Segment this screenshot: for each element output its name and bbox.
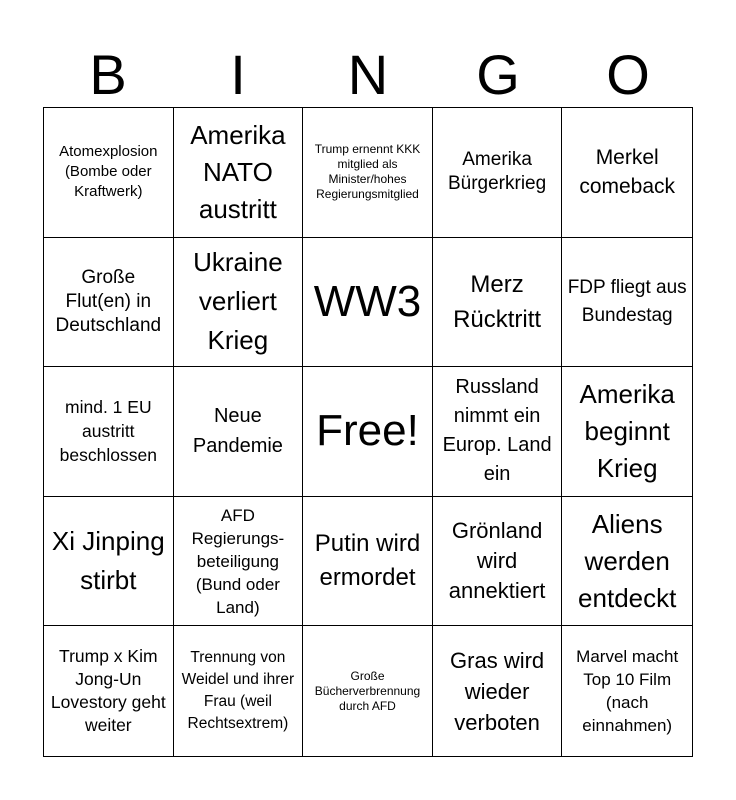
bingo-cell[interactable] — [433, 367, 563, 497]
header-letter-o: O — [606, 43, 650, 106]
bingo-cell-text: Merkel comeback — [579, 146, 676, 199]
bingo-cell-text: AFD Regierungs-beteiligung (Bund oder Land) — [191, 505, 285, 617]
bingo-cell[interactable] — [174, 367, 304, 497]
bingo-cell[interactable] — [433, 626, 563, 756]
bingo-cell[interactable] — [562, 108, 692, 238]
bingo-cell-text: mind. 1 EU austritt beschlossen — [59, 397, 157, 466]
bingo-card — [43, 107, 693, 757]
bingo-cell-text: Amerika NATO austritt — [190, 119, 286, 224]
bingo-cell[interactable] — [433, 497, 563, 627]
header-letter-i: I — [230, 43, 246, 106]
bingo-cell[interactable] — [44, 626, 174, 756]
bingo-cell[interactable] — [303, 367, 433, 497]
bingo-header — [43, 42, 693, 108]
bingo-cell[interactable] — [562, 367, 692, 497]
bingo-cell[interactable] — [44, 238, 174, 368]
header-letter-g: G — [476, 43, 520, 106]
bingo-cell[interactable] — [303, 497, 433, 627]
bingo-cell-text: Trump x Kim Jong-Un Lovestory geht weiter — [50, 646, 166, 736]
bingo-cell[interactable] — [174, 497, 304, 627]
header-letter-n: N — [347, 43, 389, 106]
bingo-cell-text: Neue Pandemie — [192, 405, 283, 458]
bingo-cell-text: Merz Rücktritt — [453, 270, 542, 333]
bingo-cell-text: Große Flut(en) in Deutschland — [55, 266, 162, 336]
bingo-cell-text: Russland nimmt ein Europ. Land ein — [442, 376, 552, 486]
bingo-cell[interactable] — [174, 108, 304, 238]
bingo-cell-text: Trump ernennt KKK mitglied als Minister/hohes Regierungsmitglied — [314, 142, 421, 202]
bingo-cell[interactable] — [562, 238, 692, 368]
bingo-cell-text: Grönland wird annektiert — [448, 518, 546, 604]
bingo-cell-text: Free! — [316, 406, 419, 456]
bingo-cell-text: Amerika beginnt Krieg — [579, 378, 675, 483]
bingo-cell-text: Große Bücherverbrennung durch AFD — [314, 668, 421, 713]
bingo-cell[interactable] — [562, 497, 692, 627]
bingo-cell-text: Aliens werden entdeckt — [578, 508, 677, 613]
header-letter-b: B — [89, 43, 127, 106]
bingo-cell[interactable] — [562, 626, 692, 756]
bingo-cell-text: Xi Jinping stirbt — [51, 526, 165, 596]
bingo-cell-text: Atomexplosion (Bombe oder Kraftwerk) — [59, 143, 158, 201]
bingo-cell-text: Ukraine verliert Krieg — [193, 247, 283, 356]
bingo-cell-text: FDP fliegt aus Bundestag — [567, 276, 687, 326]
bingo-cell-text: WW3 — [313, 276, 422, 326]
bingo-cell[interactable] — [174, 626, 304, 756]
bingo-cell[interactable] — [433, 238, 563, 368]
bingo-cell[interactable] — [44, 108, 174, 238]
bingo-cell[interactable] — [303, 238, 433, 368]
bingo-cell[interactable] — [44, 367, 174, 497]
bingo-cell-text: Marvel macht Top 10 Film (nach einnahmen) — [576, 647, 679, 736]
bingo-cell[interactable] — [303, 108, 433, 238]
bingo-cell[interactable] — [433, 108, 563, 238]
bingo-cell-text: Amerika Bürgerkrieg — [447, 149, 547, 195]
bingo-cell[interactable] — [44, 497, 174, 627]
bingo-cell-text: Trennung von Weidel und ihrer Frau (weil Rechtsextrem) — [181, 649, 295, 733]
bingo-cell[interactable] — [303, 626, 433, 756]
bingo-cell[interactable] — [174, 238, 304, 368]
bingo-cell-text: Putin wird ermordet — [314, 530, 421, 592]
bingo-cell-text: Gras wird wieder verboten — [450, 647, 545, 735]
